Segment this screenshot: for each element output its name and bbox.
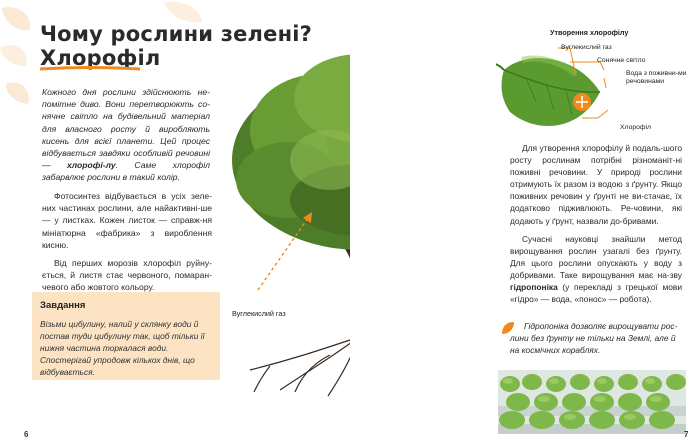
hydroponic-lettuce-photo bbox=[498, 370, 686, 434]
page-number-right: 7 bbox=[684, 430, 689, 439]
label-co2: Вуглекислий газ bbox=[232, 309, 286, 318]
body-text bbox=[42, 190, 212, 294]
right-body-text bbox=[510, 142, 682, 305]
label-leaf-chlorophyll: Хлорофіл bbox=[620, 124, 651, 131]
task-body: Візьми цибулину, налий у склянку води й постав туди цибулину так, щоб тільки її нижня частина торкалася води. Спостерігай упродовж кількох днів, що відбувається. bbox=[40, 319, 205, 377]
page-number-left: 6 bbox=[24, 430, 29, 439]
label-leaf-sunlight: Сонячне світло bbox=[597, 57, 646, 64]
title-line-1: Чому рослини зелені? bbox=[40, 22, 313, 46]
paragraph-hydroponics: Сучасні науковці знайшли метод вирощування рослин узагалі без ґрунту. Для цього рослини опускають у воду з добривами. Таке вирощування має на-зву гідропоніка (у перекладі з грецької мови «гідро» — вода, «понос» — робота). bbox=[510, 233, 682, 305]
chlorophyll-diagram-title: Утворення хлорофілу bbox=[550, 28, 629, 37]
task-box bbox=[32, 292, 220, 380]
intro-paragraph: Кожного дня рослини здійснюють не-помітне диво. Вони перетворюють со-нячне світло на будівельний матеріал для власного росту й виробляють кисень для всієї планети. Цей процес відбувається завдяки особливій речовині — хлорофі-лу. Саме хлорофіл забарвлює рослини в такий колір. bbox=[42, 87, 210, 183]
task-title: Завдання bbox=[40, 300, 86, 311]
title-line-2: Хлорофіл bbox=[40, 46, 161, 70]
paragraph-autumn: Від перших морозів хлорофіл руйну-ється, й листя стає червоного, помаран-чевого або жовтого кольору. bbox=[42, 258, 212, 293]
chlorophyll-term: хлорофі-лу bbox=[67, 160, 116, 171]
title-underline bbox=[40, 66, 140, 72]
hydroponics-note: Гідропоніка дозволяє вирощувати рос-лини без ґрунту не тільки на Землі, але й на космічних кораблях. bbox=[510, 321, 678, 355]
label-leaf-co2: Вуглекислий газ bbox=[561, 44, 612, 51]
hydroponics-term: гідропоніка bbox=[510, 282, 558, 293]
label-leaf-water: Вода з поживни-ми речовинами bbox=[626, 70, 687, 85]
paragraph-photosynthesis: Фотосинтез відбувається в усіх зеле-них частинах рослини, але найактивні-ше — у листках. Кожен листок — справж-ня мініатюрна «фабрика» з вироблення кисню. bbox=[42, 191, 212, 250]
right-page bbox=[350, 0, 700, 444]
leaf-diagram-pointers bbox=[550, 40, 620, 140]
paragraph-nutrients: Для утворення хлорофілу й подаль-шого росту рослинам потрібні різноманіт-ні поживні речовини. У природі рослини отримують їх разом із водою з ґрунту. Якщо поживних речовин у ґрунті не ви-стачає, їх додатково підживлюють. Ре-човини, які додають у ґрунт, назвали до-бривами. bbox=[510, 143, 682, 226]
